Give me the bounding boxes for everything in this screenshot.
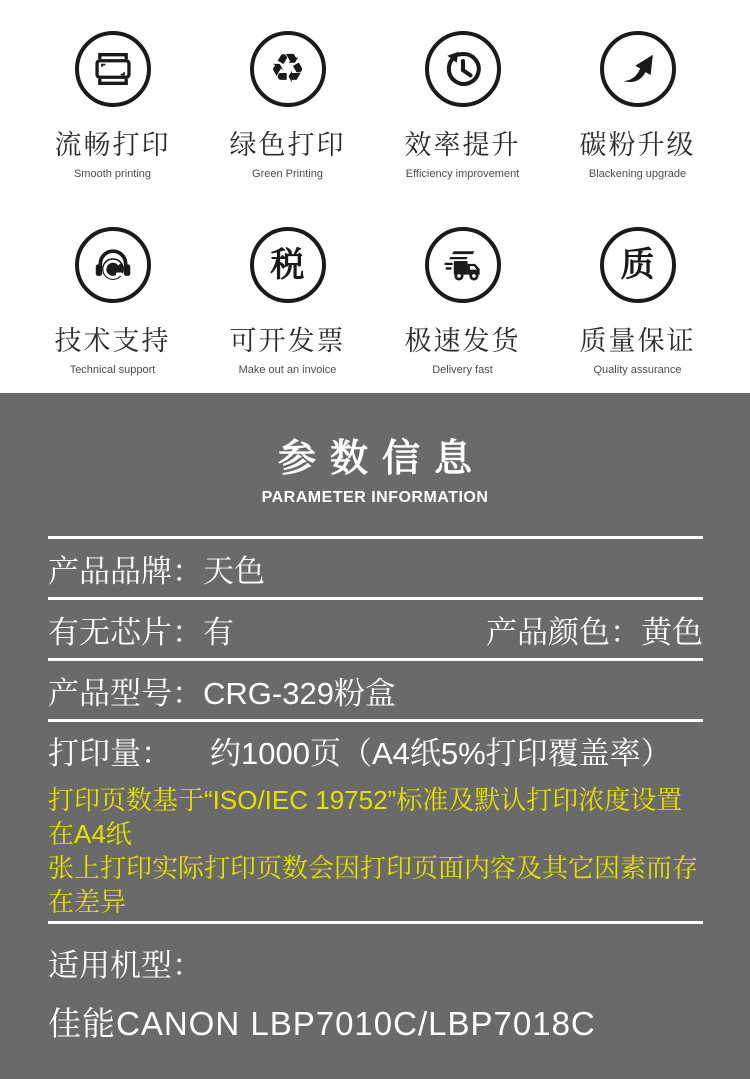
feature-efficiency [375,0,550,196]
divider [48,921,703,924]
feature-en-label: Green Printing [252,168,323,180]
color-cell [486,607,703,652]
feature-fast-delivery [375,196,550,393]
feature-cn-label: 绿色打印 [229,130,346,160]
chip-cell [48,607,234,652]
feature-en-label: Quality assurance [593,364,682,376]
feature-en-label: Make out an invoice [238,364,337,376]
yield-note-line1: 打印页数基于“ISO/IEC 19752”标准及默认打印浓度设置在A4纸 [48,785,683,849]
feature-quality [550,196,725,393]
feature-en-label: Efficiency improvement [405,168,520,180]
model-value: CRG-329粉盒 [203,675,396,711]
brand-value: 天色 [203,553,265,589]
applicable-models-value: 佳能CANON LBP7010C/LBP7018C [48,1005,596,1042]
feature-cn-label: 极速发货 [404,326,521,356]
recycle-glyph: ♻ [269,47,306,91]
row-brand [48,539,703,597]
truck-icon [425,227,501,303]
feature-en-label: Smooth printing [73,168,152,180]
feature-green-printing [200,0,375,196]
chip-label: 有无芯片： [48,614,203,650]
feature-cn-label: 碳粉升级 [579,130,696,160]
feature-en-label: Blackening upgrade [588,168,687,180]
quality-seal-icon [600,227,676,303]
divider [48,719,703,722]
feature-cn-label: 效率提升 [404,130,521,160]
yield-value: 约1000页（A4纸5%打印覆盖率） [210,736,672,771]
section-subtitle: PARAMETER INFORMATION [261,489,489,506]
row-chip-color [48,600,703,658]
yield-note-line2: 张上打印实际打印页数会因打印页面内容及其它因素而存在差异 [48,853,699,917]
feature-smooth-printing [25,0,200,196]
arrow-up-right-icon [600,31,676,107]
recycle-icon [250,31,326,107]
model-label: 产品型号： [48,675,203,711]
quality-glyph: 质 [620,246,655,284]
feature-toner-upgrade [550,0,725,196]
printer-icon [75,31,151,107]
parameter-table [48,536,703,1079]
section-title: 参数信息 [277,438,486,480]
features-section [0,0,750,393]
feature-cn-label: 质量保证 [579,326,696,356]
brand-label: 产品品牌： [48,553,203,589]
feature-cn-label: 可开发票 [229,326,346,356]
feature-cn-label: 流畅打印 [54,130,171,160]
color-label: 产品颜色： [486,614,641,650]
feature-technical-support [25,196,200,393]
feature-cn-label: 技术支持 [54,326,171,356]
row-model [48,661,703,719]
chip-value: 有 [203,614,234,650]
feature-en-label: Delivery fast [432,364,493,376]
clock-history-icon [425,31,501,107]
color-value: 黄色 [641,614,703,650]
tax-invoice-icon [250,227,326,303]
row-yield [48,734,703,773]
parameter-section [0,393,750,1079]
applicable-models-label: 适用机型： [48,948,203,983]
feature-invoice [200,196,375,393]
feature-en-label: Technical support [69,364,156,376]
tax-glyph: 税 [270,246,305,284]
yield-label: 打印量： [48,736,172,771]
yield-note [48,783,703,921]
headset-icon [75,227,151,303]
